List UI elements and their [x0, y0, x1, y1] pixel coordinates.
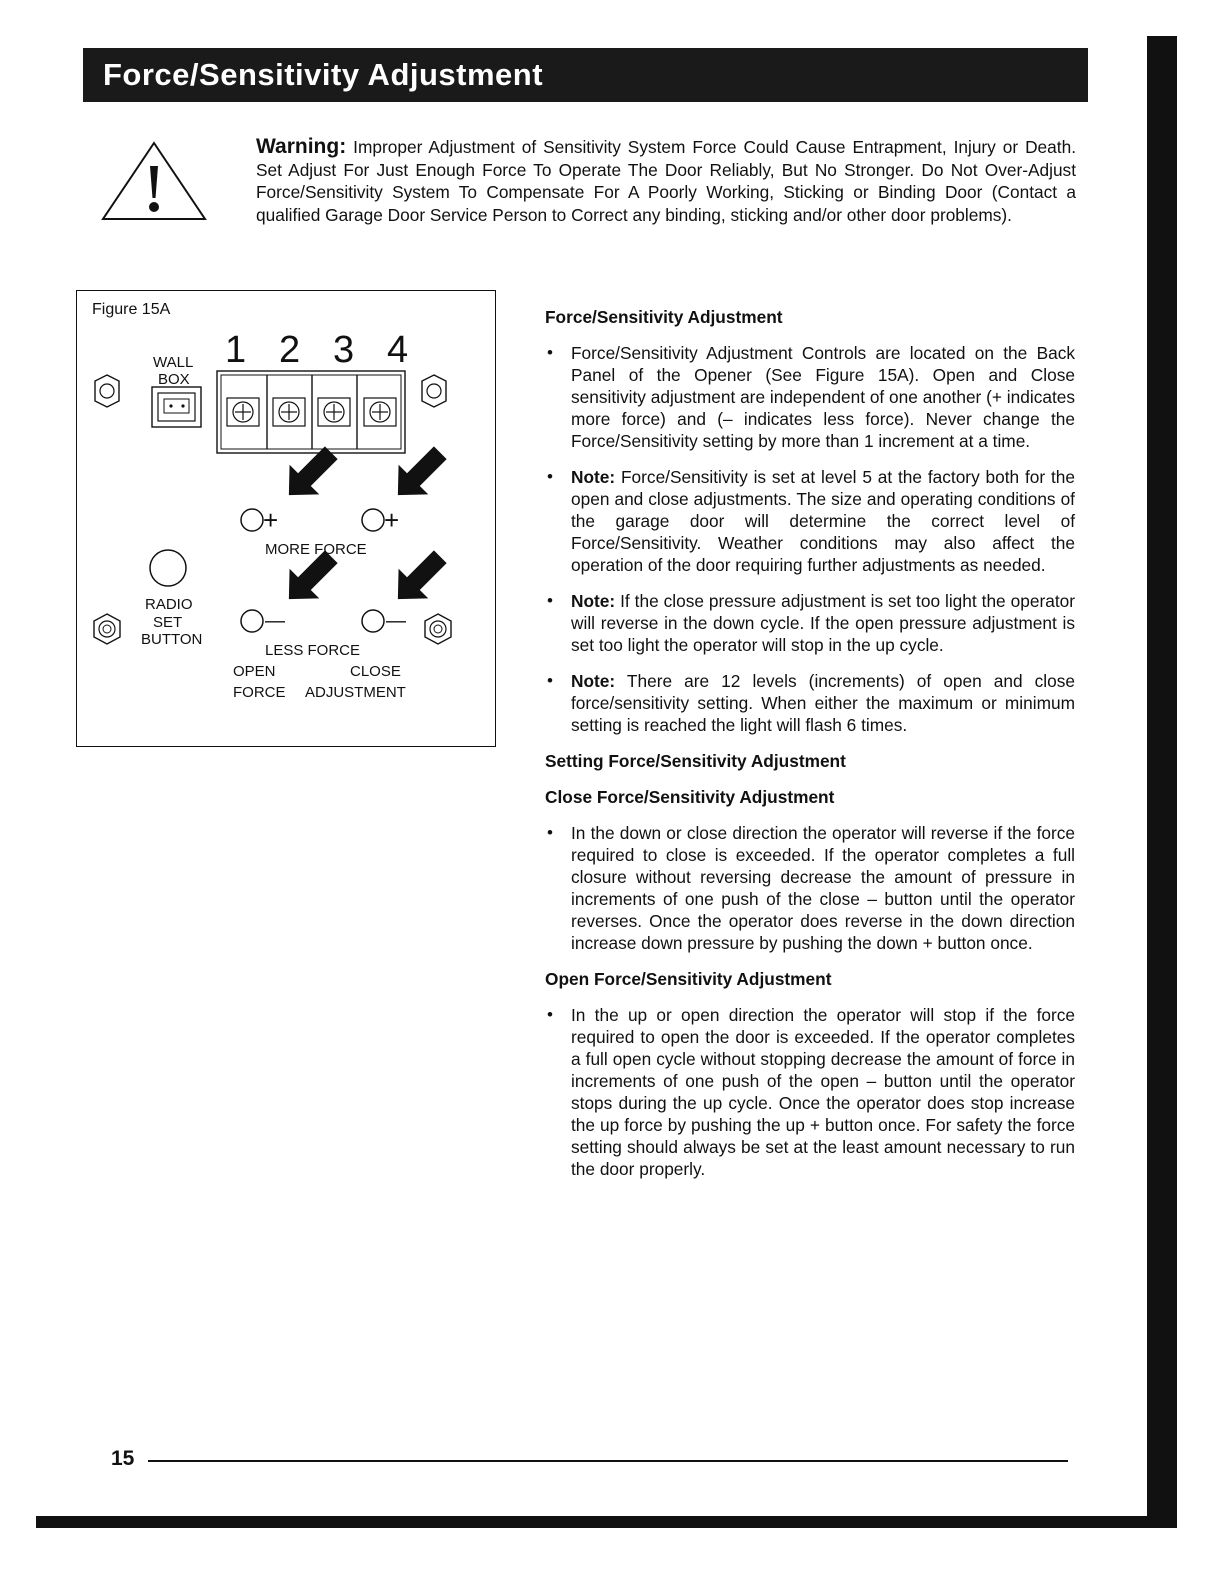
less-force-label: LESS FORCE [265, 642, 361, 659]
right-border-bar [1147, 36, 1177, 1528]
close-more-force-button [362, 509, 384, 531]
note-label: Note: [571, 467, 616, 487]
warning-text: Improper Adjustment of Sensitivity System Force Could Cause Entrapment, Injury or Death. Set Adjust For Just Enough Force To Operate The Door Reliably, But No Stronger. Do Not Over-Adjust Force/Sensitivity System To Compensate For A Poorly Working, Sticking or Binding Door (Contact a qualified Garage Door Service Person to Correct any binding, sticking and/or other door problems). [256, 137, 1076, 225]
section-heading: Close Force/Sensitivity Adjustment [545, 787, 835, 807]
open-more-force-button [241, 509, 263, 531]
page-number: 15 [111, 1447, 135, 1470]
terminal-number: 1 [225, 329, 247, 371]
section-heading: Open Force/Sensitivity Adjustment [545, 969, 832, 989]
instructions-column [545, 306, 1075, 1194]
open-label: OPEN [233, 663, 276, 680]
figure-15a [76, 290, 496, 747]
close-less-force-button [362, 610, 384, 632]
figure-label: Figure 15A [92, 301, 171, 318]
mounting-nut-icon [425, 614, 451, 644]
list-item [545, 670, 1075, 736]
open-less-force-button [241, 610, 263, 632]
radio-label: RADIO [145, 596, 193, 613]
wall-label: WALL [153, 354, 194, 371]
terminal-screw-icon [364, 398, 396, 426]
terminal-number: 3 [333, 329, 355, 371]
button-label: BUTTON [141, 631, 203, 648]
terminal-screw-icon [273, 398, 305, 426]
minus-sign: — [265, 610, 285, 632]
mounting-nut-icon [94, 614, 120, 644]
terminal-number: 2 [279, 329, 301, 371]
more-force-label: MORE FORCE [265, 541, 367, 558]
section-heading: Setting Force/Sensitivity Adjustment [545, 751, 846, 771]
wall-box-terminal-icon [152, 387, 201, 427]
footer-rule [148, 1460, 1068, 1462]
note-label: Note: [571, 671, 616, 691]
box-label: BOX [158, 371, 190, 388]
note-text: Force/Sensitivity is set at level 5 at the factory both for the open and close adjustments. The size and operating conditions of the garage door will determine the correct level of Force/Sensitivity. Weather conditions may also affect the operation of the door requiring further adjustments as needed. [571, 467, 1075, 575]
minus-sign: — [386, 610, 406, 632]
list-item: • In the up or open direction the operator will stop if the force required to open the door is exceeded. If the operator completes a full open cycle without stopping decrease the amount of force in increments of one push of the open – button until the operator stops during the up cycle. Once the operator does stop increase the up force by pushing the up + button once. For safety the force setting should always be set at the least amount necessary to run the door properly. [545, 1004, 1075, 1180]
list-item: • In the down or close direction the operator will reverse if the force required to close is exceeded. If the operator completes a full closure without reversing decrease the amount of pressure in increments of one push of the close – button until the operator reverses. Once the operator does reverse in the down direction increase down pressure by pushing the down + button once. [545, 822, 1075, 954]
close-label: CLOSE [350, 663, 401, 680]
warning-triangle-icon [100, 140, 208, 222]
set-label: SET [153, 614, 183, 631]
terminal-screw-icon [227, 398, 259, 426]
warning-label: Warning: [256, 135, 347, 158]
open-list [545, 1004, 1075, 1180]
adjustment-list [545, 342, 1075, 736]
arrow-close-less-icon [383, 542, 455, 614]
mounting-nut-icon [95, 375, 119, 407]
section-heading: Force/Sensitivity Adjustment [545, 307, 783, 327]
list-item [545, 590, 1075, 656]
bottom-border-bar [36, 1516, 1177, 1528]
close-list [545, 822, 1075, 954]
warning-block [256, 136, 1076, 226]
note-text: There are 12 levels (increments) of open and close force/sensitivity setting. When either the maximum or minimum setting is reached the light will flash 6 times. [571, 671, 1075, 735]
radio-set-button [150, 550, 186, 586]
list-item [545, 466, 1075, 576]
adjustment-label: ADJUSTMENT [305, 684, 406, 701]
terminal-number: 4 [387, 329, 409, 371]
plus-sign: + [263, 505, 279, 535]
terminal-screw-icon [318, 398, 350, 426]
plus-sign: + [384, 505, 400, 535]
page-title: Force/Sensitivity Adjustment [83, 48, 1088, 102]
note-label: Note: [571, 591, 616, 611]
note-text: If the close pressure adjustment is set too light the operator will reverse in the down cycle. If the open pressure adjustment is set too light the operator will stop in the up cycle. [571, 591, 1075, 655]
mounting-nut-icon [422, 375, 446, 407]
list-item: • Force/Sensitivity Adjustment Controls are located on the Back Panel of the Opener (See Figure 15A). Open and Close sensitivity adjustment are independent of one another (+ indicates more force) and (– indicates less force). Never change the Force/Sensitivity setting by more than 1 increment at a time. [545, 342, 1075, 452]
force-label: FORCE [233, 684, 286, 701]
